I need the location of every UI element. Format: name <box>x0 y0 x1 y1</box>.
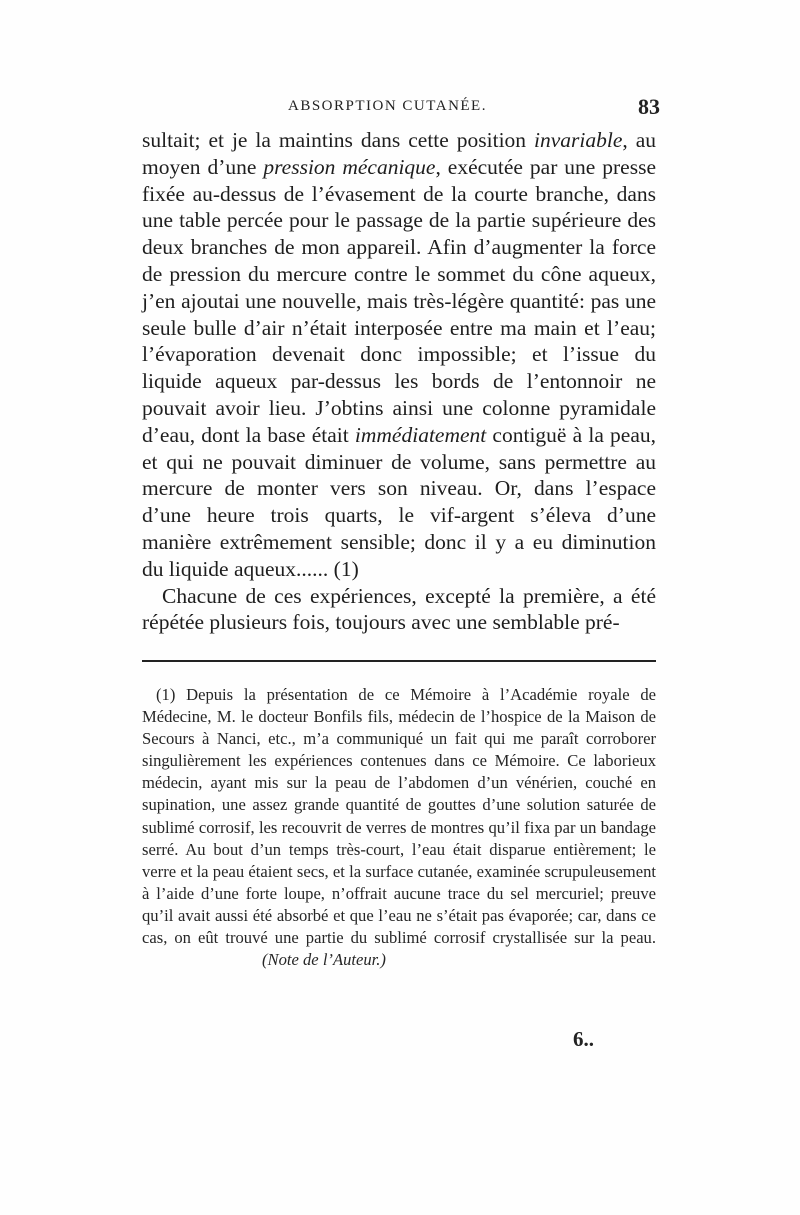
footnote-note: (Note de l’Auteur.) <box>262 950 386 970</box>
footnote-text: (1) Depuis la présentation de ce Mémoire à l’Académie royale de Médecine, M. le docteur Bonfils fils, médecin de l’hospice de la Maison de Secours à Nanci, etc., m’a communiqué un fait qui me paraît corroborer singulièrement les expériences contenues dans ce Mémoire. Ce laborieux médecin, ayant mis sur la peau de l’abdomen d’un vénérien, couché en supination, une assez grande quantité de gouttes d’une solution saturée de sublimé corrosif, les recouvrit de verres de montres qu’il fixa par un bandage serré. Au bout d’un temps très-court, l’eau était disparue entièrement; le verre et la peau étaient secs, et la surface cutanée, examinée scrupuleusement à l’aide d’une forte loupe, n’offrait aucune trace du sel mercuriel; preuve qu’il avait aussi été absorbé et que l’eau ne s’était pas évaporée; car, dans ce cas, on eût trouvé une partie du sublimé corrosif crystallisée sur la peau. <box>142 685 656 948</box>
paragraph-1: sultait; et je la maintins dans cette position invariable, au moyen d’une pression mécanique, exécutée par une presse fixée au-dessus de l’évasement de la courte branche, dans une table percée pour le passage de la partie supérieure des deux branches de mon appareil. Afin d’augmenter la force de pression du mercure contre le sommet du cône aqueux, j’en ajoutai une nouvelle, mais très-légère quantité: pas une seule bulle d’air n’était interposée entre ma main et l’eau; l’évaporation devenait donc impossible; et l’issue du liquide aqueux par-dessus les bords de l’entonnoir ne pouvait avoir lieu. J’obtins ainsi une colonne pyramidale d’eau, dont la base était immédiatement contiguë à la peau, et qui ne pouvait diminuer de volume, sans permettre au mercure de monter vers son niveau. Or, dans l’espace d’une heure trois quarts, le vif-argent s’éleva d’une manière extrêmement sensible; donc il y a eu diminution du liquide aqueux...... (1) <box>142 128 657 581</box>
footnote <box>142 684 656 971</box>
page-header <box>140 94 660 126</box>
running-title: ABSORPTION CUTANÉE. <box>288 98 487 114</box>
footnote-divider <box>142 660 656 662</box>
signature-mark: 6.. <box>573 1027 594 1051</box>
page-number: 83 <box>638 94 660 119</box>
main-text <box>142 127 656 636</box>
paragraph-2: Chacune de ces expériences, excepté la première, a été répétée plusieurs fois, toujours avec une semblable pré- <box>142 583 656 635</box>
